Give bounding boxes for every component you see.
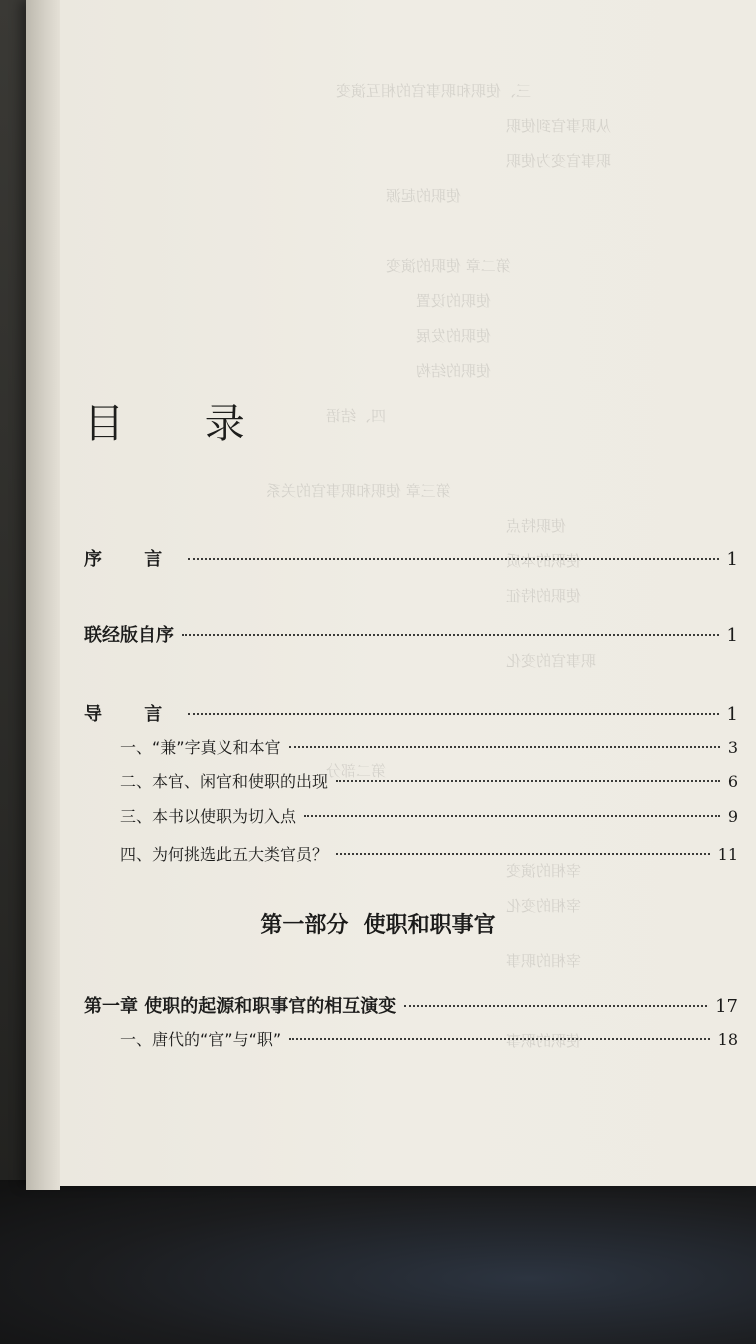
toc-entry-preface[interactable] bbox=[84, 545, 738, 571]
leader-dots bbox=[304, 815, 720, 817]
table-surface bbox=[0, 1180, 756, 1344]
show-through-text: 三、使职和职事官的相互演变 从职事官到使职 职事官变为使职 使职的起源 第二章 使职的演变 使职的设置 使职的发展 使职的结构 四、结语 第三章 使职和职事官的关系 使职特点 使职的本质 使职的特征 职事官的变化 第二部分 宰相的演变 宰相的变化 宰相的职事 使职的职事 bbox=[266, 82, 612, 1050]
toc-page-number: 1 bbox=[726, 625, 738, 646]
leader-dots bbox=[289, 1038, 709, 1040]
toc-entry-label: 导 言 bbox=[84, 704, 181, 725]
toc-entry-label: 二、本官、闲官和使职的出现 bbox=[120, 772, 329, 791]
toc-entry-section[interactable] bbox=[120, 804, 738, 827]
toc-entry-label: 序 言 bbox=[84, 549, 181, 570]
toc-page-number: 11 bbox=[717, 845, 738, 864]
page-spine-edge bbox=[26, 0, 60, 1190]
toc-entry-label: 四、为何挑选此五大类官员？ bbox=[120, 845, 329, 864]
toc-title: 目 录 bbox=[84, 401, 279, 447]
toc-entry-introduction[interactable] bbox=[84, 700, 738, 726]
part-heading: 第一部分 使职和职事官 bbox=[260, 912, 496, 938]
leader-dots bbox=[336, 853, 710, 855]
toc-entry-author-preface[interactable] bbox=[84, 621, 738, 647]
toc-page-number: 18 bbox=[717, 1030, 738, 1049]
toc-entry-section[interactable] bbox=[120, 1027, 738, 1050]
toc-entry-label: 三、本书以使职为切入点 bbox=[120, 807, 297, 826]
toc-entry-label: 一、“兼”字真义和本官 bbox=[120, 738, 281, 757]
toc-page-number: 9 bbox=[727, 807, 738, 826]
toc-page-number: 1 bbox=[726, 549, 738, 570]
toc-page-number: 1 bbox=[726, 704, 738, 725]
toc-page-number: 6 bbox=[727, 772, 738, 791]
leader-dots bbox=[188, 558, 718, 560]
toc-entry-label: 一、唐代的“官”与“职” bbox=[120, 1030, 282, 1049]
toc-entry-label: 第一章 使职的起源和职事官的相互演变 bbox=[84, 996, 397, 1017]
toc-entry-section[interactable] bbox=[120, 735, 738, 758]
leader-dots bbox=[188, 713, 718, 715]
toc-entry-chapter-1[interactable] bbox=[84, 992, 738, 1018]
toc-entry-label: 联经版自序 bbox=[84, 625, 174, 646]
toc-page-number: 3 bbox=[727, 738, 738, 757]
leader-dots bbox=[289, 746, 720, 748]
leader-dots bbox=[336, 780, 720, 782]
toc-page-number: 17 bbox=[715, 996, 738, 1017]
toc-entry-section[interactable] bbox=[120, 769, 738, 792]
leader-dots bbox=[404, 1005, 707, 1007]
toc-entry-section[interactable] bbox=[120, 842, 738, 865]
leader-dots bbox=[182, 634, 719, 636]
